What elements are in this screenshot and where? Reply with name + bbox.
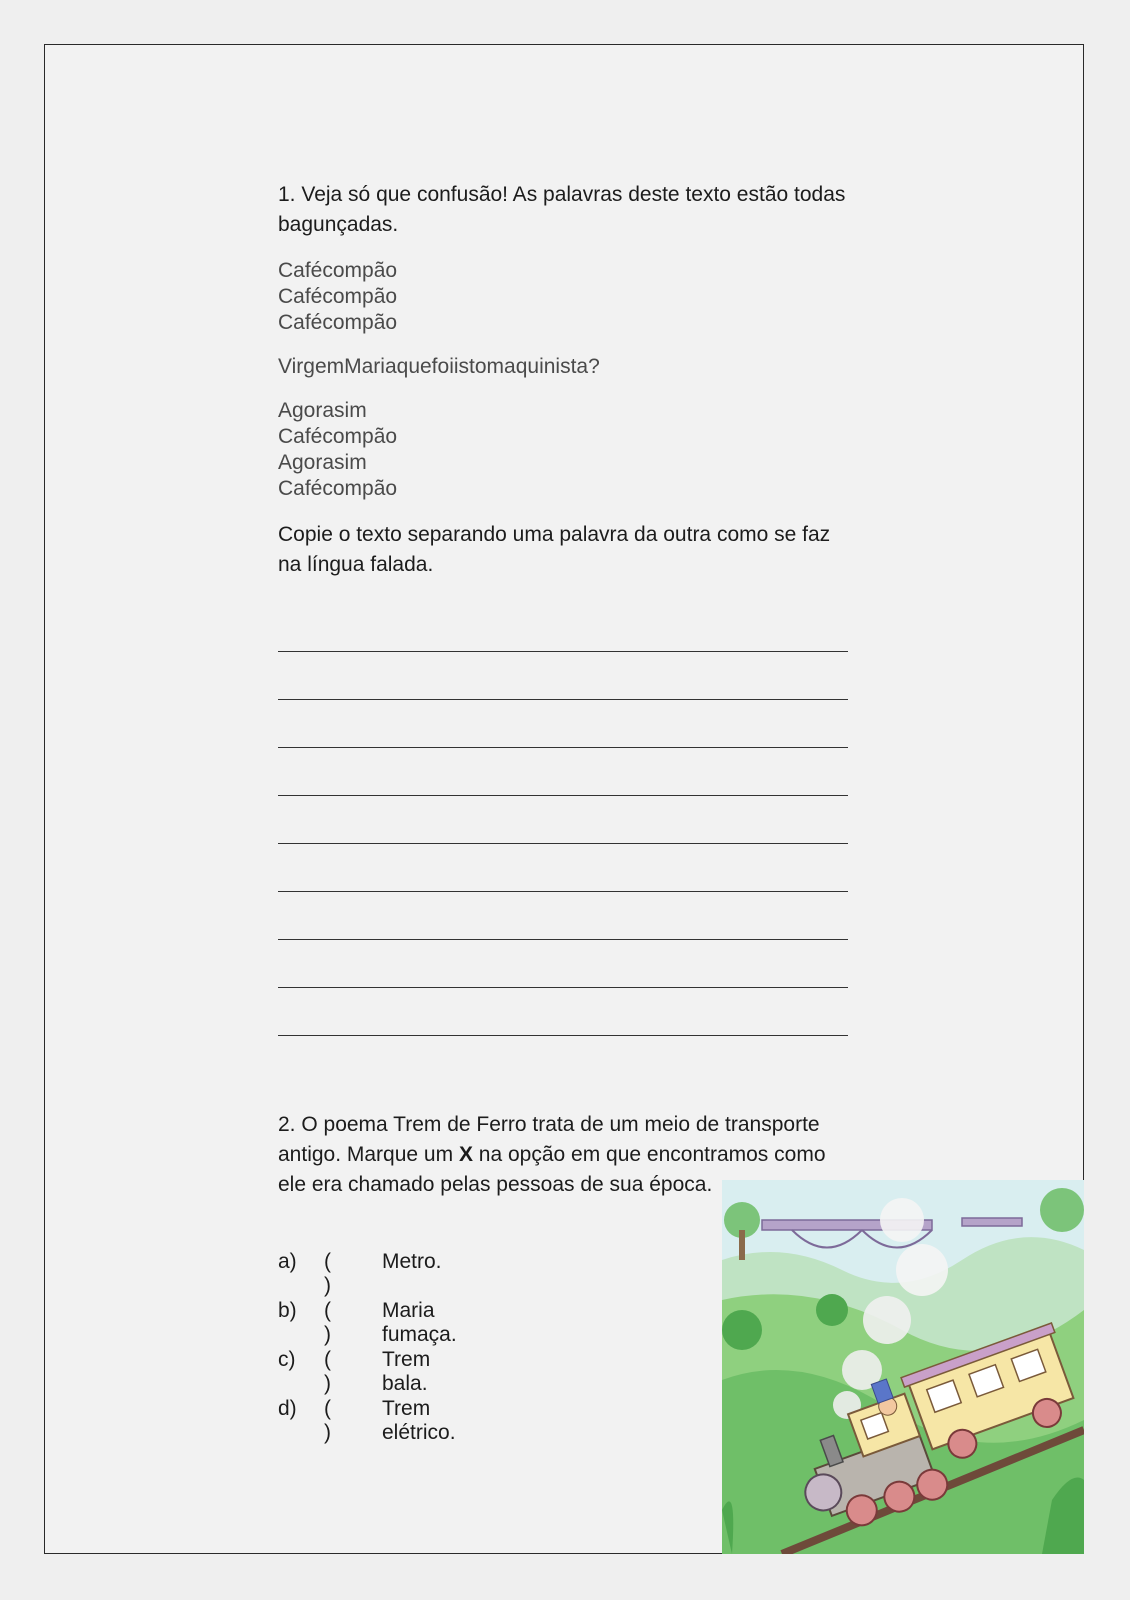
option-text: Trem bala. (382, 1348, 431, 1395)
question-2-prompt-end: na opção em que encontramos como ele era chamado pelas pessoas de sua época. (278, 1143, 826, 1196)
question-1-prompt: 1. Veja só que confusão! As palavras deste texto estão todas bagunçadas. (278, 183, 846, 236)
question-1-instruction: Copie o texto separando uma palavra da outra como se faz na língua falada. (278, 523, 831, 576)
stanza-line: Cafécompão (278, 425, 398, 448)
option-text: Maria fumaça. (382, 1299, 457, 1346)
answer-lines (278, 604, 858, 1036)
answer-line[interactable] (278, 796, 848, 844)
option-text: Trem elétrico. (382, 1397, 456, 1444)
option-checkbox[interactable]: ( ) (324, 1250, 331, 1297)
option-letter: a) (278, 1250, 297, 1273)
option-letter: d) (278, 1397, 297, 1420)
stanza-1 (278, 258, 858, 336)
option-checkbox[interactable]: ( ) (324, 1397, 331, 1444)
answer-line[interactable] (278, 652, 848, 700)
option-letter: b) (278, 1299, 297, 1322)
option-checkbox[interactable]: ( ) (324, 1348, 331, 1395)
answer-line[interactable] (278, 988, 848, 1036)
question-1 (278, 180, 858, 1036)
question-2-prompt-start: 2. O poema Trem de Ferro trata de um meio de transporte antigo. Marque um (278, 1113, 820, 1166)
answer-line[interactable] (278, 748, 848, 796)
stanza-line: VirgemMariaquefoiistomaquinista? (278, 355, 600, 378)
answer-line[interactable] (278, 604, 848, 652)
option-checkbox[interactable]: ( ) (324, 1299, 331, 1346)
question-2-x-mark: X (458, 1143, 473, 1166)
answer-line[interactable] (278, 940, 848, 988)
stanza-line: Cafécompão (278, 477, 398, 500)
answer-line[interactable] (278, 892, 848, 940)
stanza-line: Agorasim (278, 399, 367, 422)
stanza-line: Agorasim (278, 451, 367, 474)
option-letter: c) (278, 1348, 296, 1371)
option-text: Metro. (382, 1250, 442, 1273)
steam-train-illustration (722, 1180, 1084, 1554)
stanza-3 (278, 398, 858, 502)
stanza-line: Cafécompão (278, 285, 398, 308)
stanza-line: Cafécompão (278, 311, 398, 334)
answer-line[interactable] (278, 844, 848, 892)
stanza-2 (278, 354, 858, 380)
stanza-line: Cafécompão (278, 259, 398, 282)
answer-line[interactable] (278, 700, 848, 748)
